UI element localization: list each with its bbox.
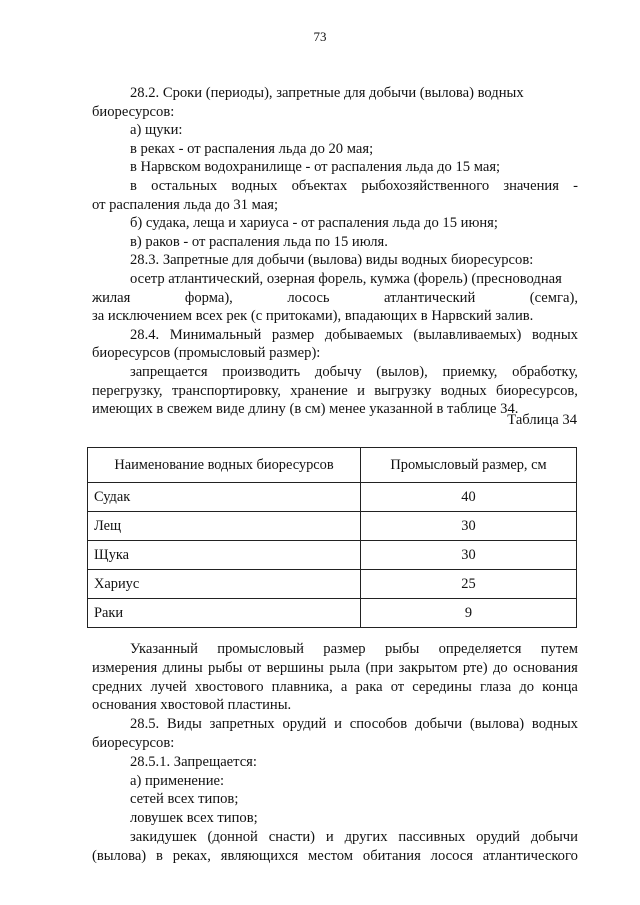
species-cell: Судак <box>88 483 361 512</box>
text-line: в реках - от распаления льда до 20 мая; <box>130 140 374 157</box>
text-line: а) применение: <box>130 772 225 789</box>
size-cell: 25 <box>361 570 577 599</box>
text-line: б) судака, леща и хариуса - от распаления льда до 15 июня; <box>130 215 498 232</box>
text-line: закидушек (донной снасти) и других пассивных орудий добычи <box>130 829 578 845</box>
text-line: 28.3. Запретные для добычи (вылова) виды водных биоресурсов: <box>130 252 534 269</box>
text-line: (вылова) в реках, являющихся местом обитания лосося атлантического <box>92 847 578 864</box>
species-cell: Щука <box>88 541 361 570</box>
text-line: средних лучей хвостового плавника, а рака от середины глаза до конца <box>92 678 578 695</box>
text-line: биоресурсов (промысловый размер): <box>92 345 321 362</box>
text-line: запрещается производить добычу (вылов), приемку, обработку, <box>130 364 578 380</box>
text-line: основания хвостовой пластины. <box>92 697 292 714</box>
text-line: 28.4. Минимальный размер добываемых (вылавливаемых) водных <box>130 326 578 343</box>
table-row <box>88 512 577 541</box>
table-row <box>88 541 577 570</box>
page-number: 73 <box>313 29 327 44</box>
species-cell: Раки <box>88 599 361 628</box>
table-header-row <box>88 448 577 483</box>
text-line: ловушек всех типов; <box>130 810 258 827</box>
text-line: от распаления льда до 31 мая; <box>92 196 279 213</box>
table-caption: Таблица 34 <box>507 412 577 428</box>
text-line: осетр атлантический, озерная форель, кумжа (форель) (пресноводная <box>130 271 562 287</box>
text-line: биоресурсов: <box>92 735 175 751</box>
size-cell: 40 <box>361 483 577 512</box>
species-cell: Лещ <box>88 512 361 541</box>
text-line: а) щуки: <box>130 122 183 139</box>
header-species: Наименование водных биоресурсов <box>88 448 361 483</box>
text-line: измерения длины рыбы от вершины рыла (при закрытом рте) до основания <box>92 659 578 676</box>
header-size: Промысловый размер, см <box>361 448 577 483</box>
text-line: жилая форма), лосось атлантический (семга), <box>92 289 578 306</box>
text-line: в Нарвском водохранилище - от распаления льда до 15 мая; <box>130 159 501 176</box>
table-row <box>88 483 577 512</box>
size-cell: 30 <box>361 541 577 570</box>
text-line: в остальных водных объектах рыбохозяйственного значения - <box>130 178 578 194</box>
species-cell: Хариус <box>88 570 361 599</box>
table-row <box>88 570 577 599</box>
text-line: перегрузку, транспортировку, хранение и выгрузку водных биоресурсов, <box>92 382 578 399</box>
text-line: 28.2. Сроки (периоды), запретные для добычи (вылова) водных <box>130 85 524 101</box>
text-line: в) раков - от распаления льда по 15 июля. <box>130 233 388 250</box>
text-line: сетей всех типов; <box>130 791 239 808</box>
size-cell: 30 <box>361 512 577 541</box>
text-line: имеющих в свежем виде длину (в см) менее указанной в таблице 34. <box>92 401 519 418</box>
text-line: за исключением всех рек (с притоками), впадающих в Нарвский залив. <box>92 308 534 325</box>
text-line: 28.5.1. Запрещается: <box>130 753 257 770</box>
size-cell: 9 <box>361 599 577 628</box>
text-line: 28.5. Виды запретных орудий и способов добычи (вылова) водных <box>130 716 578 733</box>
text-line: биоресурсов: <box>92 103 175 120</box>
table-34 <box>87 447 577 628</box>
table-row <box>88 599 577 628</box>
text-line: Указанный промысловый размер рыбы определяется путем <box>130 641 578 657</box>
